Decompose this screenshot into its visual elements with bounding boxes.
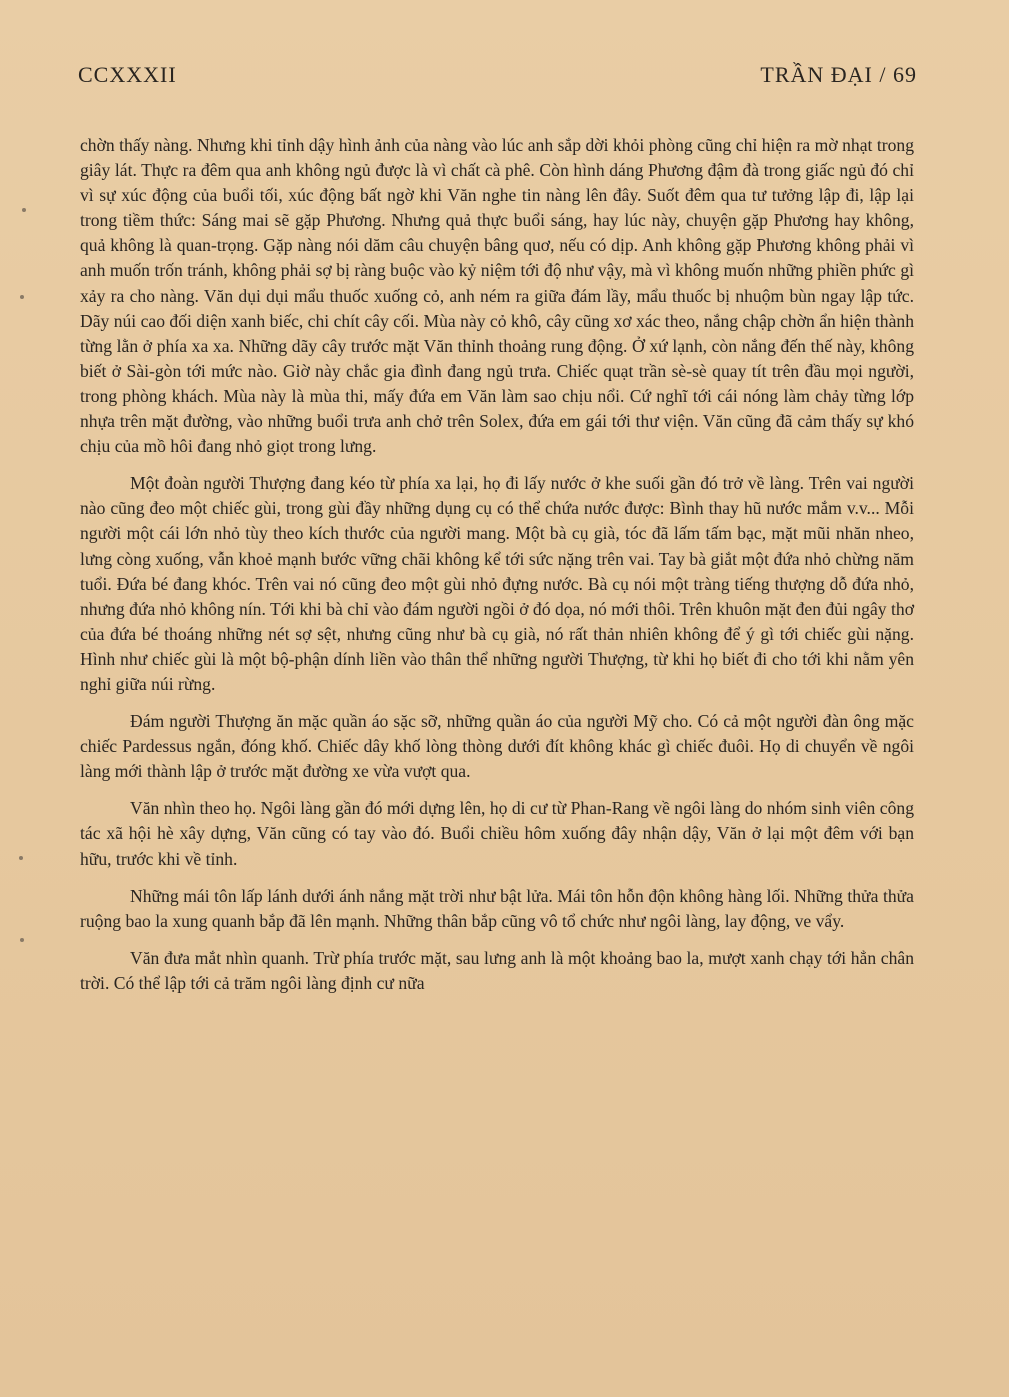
paragraph-4: Văn nhìn theo họ. Ngôi làng gần đó mới dựng lên, họ di cư từ Phan-Rang về ngôi làng do nhóm sinh viên công tác xã hội hè xây dựng, Văn cũng có tay vào đó. Buổi chiều hôm xuống đây nhận dậy, Văn ở lại một đêm với bạn hữu, trước khi về tỉnh. (80, 798, 914, 869)
paragraph-5: Những mái tôn lấp lánh dưới ánh nắng mặt trời như bật lửa. Mái tôn hỗn độn không hàng lối. Những thửa thửa ruộng bao la xung quanh bắp đã lên mạnh. Những thân bắp cũng vô tổ chức như ngôi làng, lay động, ve vẩy. (80, 885, 914, 931)
margin-speck (20, 295, 24, 299)
margin-speck (20, 938, 24, 942)
paragraph-2: Một đoàn người Thượng đang kéo từ phía xa lại, họ đi lấy nước ở khe suối gần đó trở về làng. Trên vai người nào cũng đeo một chiếc gùi, trong gùi đầy những dụng cụ có thể chứa nước được: Bình thay hũ nước mắm v.v... Mỗi người một cái lớn nhỏ tùy theo kích thước của người mang. Một bà cụ già, tóc đã lấm tấm bạc, mặt mũi nhăn nheo, lưng còng xuống, vẫn khoẻ mạnh bước vững chãi không kể tới sức nặng trên vai. Tay bà giắt một đứa nhỏ chừng năm tuổi. Đứa bé đang khóc. Trên vai nó cũng đeo một gùi nhỏ đựng nước. Bà cụ nói một tràng tiếng thượng dỗ đứa nhỏ, nhưng đứa nhỏ không nín. Tới khi bà chỉ vào đám người ngồi ở đó dọa, nó mới thôi. Trên khuôn mặt đen đủi ngây thơ của đứa bé thoáng những nét sợ sệt, nhưng cũng như bà cụ già, nó rất thản nhiên không để ý gì tới chiếc gùi nặng. Hình như chiếc gùi là một bộ-phận dính liền vào thân thể những người Thượng, từ khi họ biết đi cho tới khi nằm yên nghỉ giữa núi rừng. (80, 473, 914, 694)
margin-speck (19, 856, 23, 860)
page-header (78, 62, 917, 92)
margin-speck (22, 208, 26, 212)
chapter-number: CCXXXII (78, 62, 177, 87)
paragraph-6: Văn đưa mắt nhìn quanh. Trừ phía trước mặt, sau lưng anh là một khoảng bao la, mượt xanh chạy tới hẳn chân trời. Có thể lập tới cả trăm ngôi làng định cư nữa (80, 947, 914, 993)
running-title: TRẦN ĐẠI / 69 (760, 62, 917, 87)
body-text (80, 133, 914, 1008)
paragraph-3: Đám người Thượng ăn mặc quần áo sặc sỡ, những quần áo của người Mỹ cho. Có cả một người đàn ông mặc chiếc Pardessus ngắn, đóng khố. Chiếc dây khố lòng thòng dưới đít không khác gì chiếc đuôi. Họ di chuyển về ngôi làng mới thành lập ở trước mặt đường xe vừa vượt qua. (80, 711, 914, 782)
paragraph-1: chờn thấy nàng. Nhưng khi tỉnh dậy hình ảnh của nàng vào lúc anh sắp dời khỏi phòng cũng chỉ hiện ra mờ nhạt trong giây lát. Thực ra đêm qua anh không ngủ được là vì chất cà phê. Còn hình dáng Phương đậm đà trong giấc ngủ đó chỉ vì sự xúc động của buổi tối, xúc động bất ngờ khi Văn nghe tin nàng lên đây. Suốt đêm qua tư tưởng lập đi, lập lại trong tiềm thức: Sáng mai sẽ gặp Phương. Nhưng quả thực buổi sáng, hay lúc này, chuyện gặp Phương hay không, quả không là quan-trọng. Gặp nàng nói dăm câu chuyện bâng quơ, nếu có dịp. Anh không gặp Phương không phải vì anh muốn trốn tránh, không phải sợ bị ràng buộc vào kỷ niệm tới độ như vậy, mà vì không muốn những phiền phức gì xảy ra cho nàng. Văn dụi dụi mẩu thuốc xuống cỏ, anh ném ra giữa đám lầy, mẩu thuốc bị nhuộm bùn ngay lập tức. Dãy núi cao đối diện xanh biếc, chi chít cây cối. Mùa này cỏ khô, cây cũng xơ xác theo, nắng chập chờn ẩn hiện thành từng lằn ở phía xa xa. Những dãy cây trước mặt Văn thỉnh thoảng rung động. Ở xứ lạnh, còn nắng đến thế này, không biết ở Sài-gòn tới mức nào. Giờ này chắc gia đình đang ngủ trưa. Chiếc quạt trần sè-sè quay tít trên đầu mọi người, trong phòng khách. Mùa này là mùa thi, mấy đứa em Văn làm sao chịu nổi. Cứ nghĩ tới cái nóng làm chảy từng lớp nhựa trên mặt đường, vào những buổi trưa anh chở trên Solex, đứa em gái tới thư viện. Văn cũng đã cảm thấy sự khó chịu của mồ hôi đang nhỏ giọt trong lưng. (80, 135, 914, 457)
